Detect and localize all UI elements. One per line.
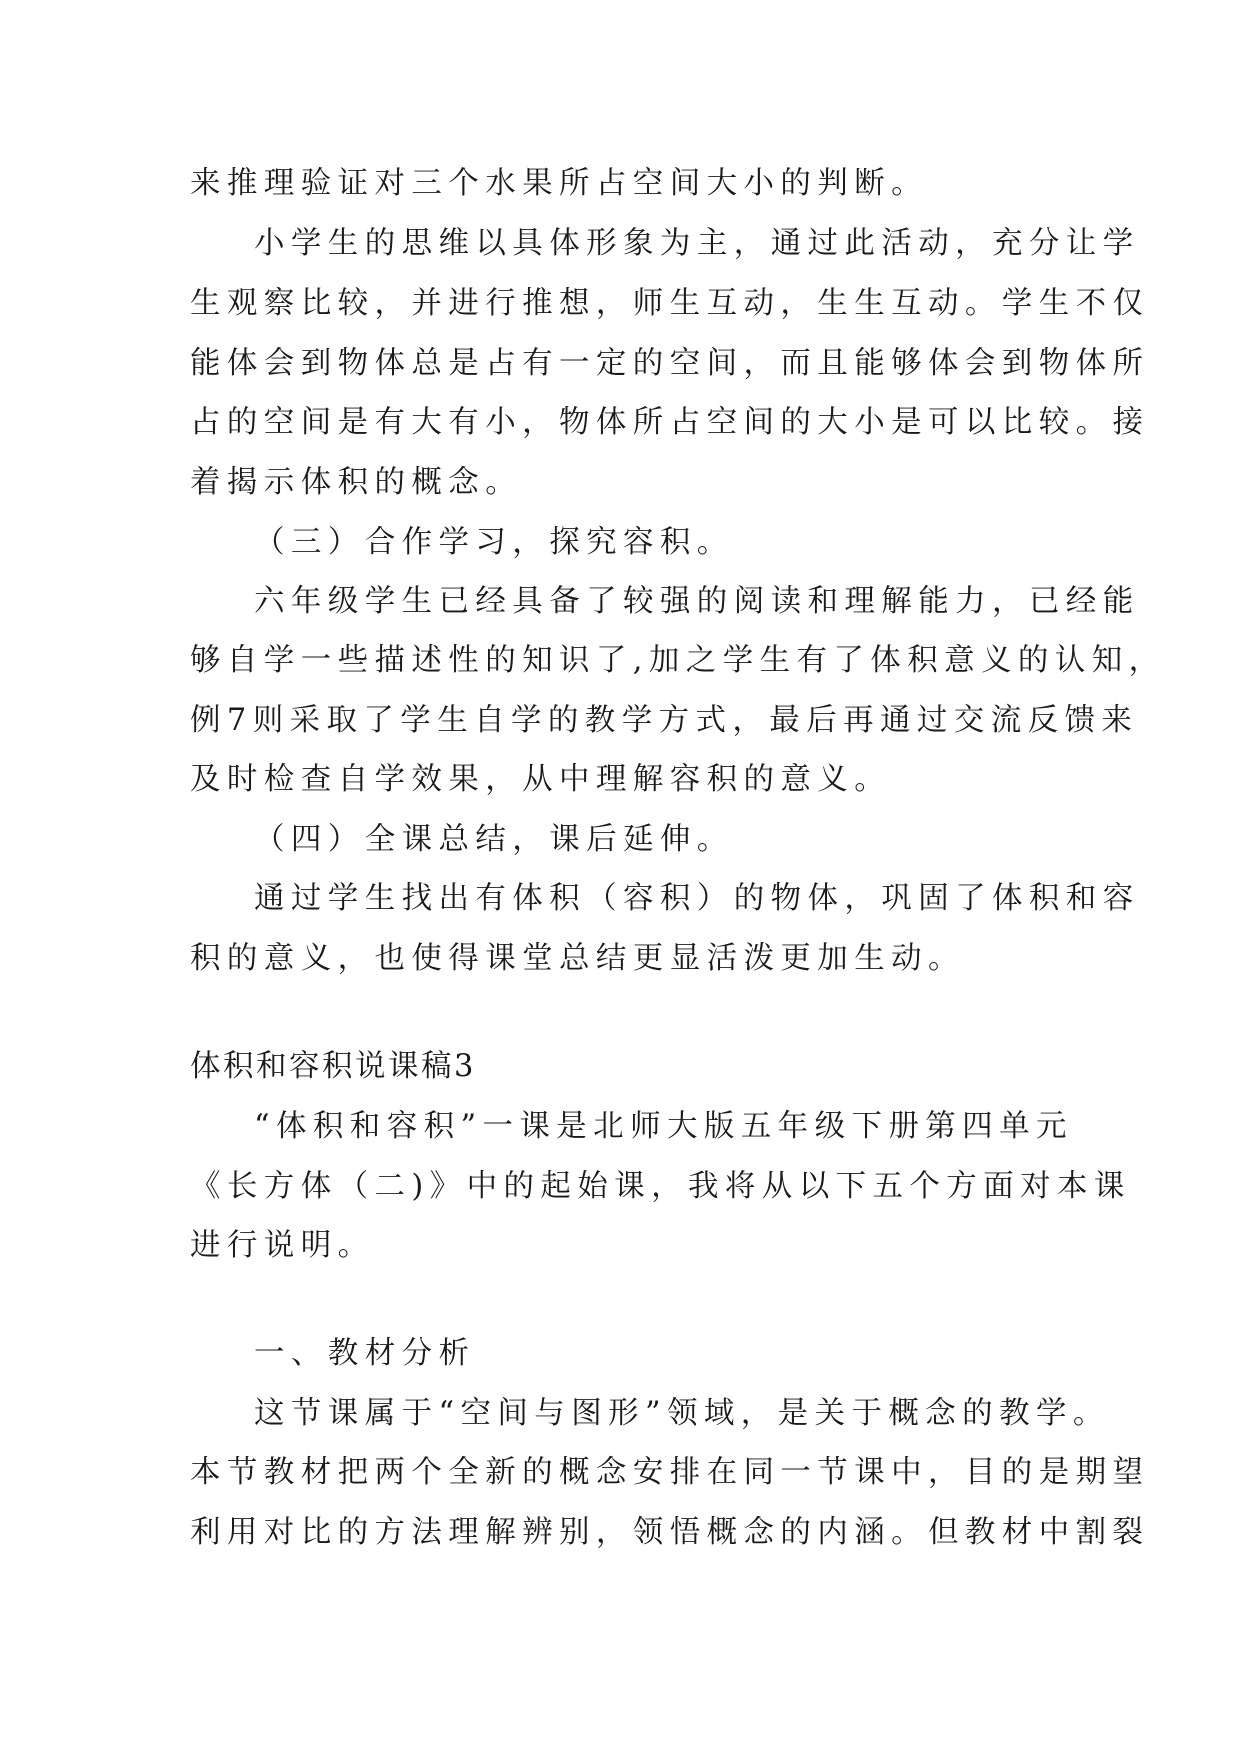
paragraph-line: 够自学一些描述性的知识了,加之学生有了体积意义的认知， xyxy=(190,643,1166,678)
paragraph-line: 能体会到物体总是占有一定的空间，而且能够体会到物体所 xyxy=(190,346,1150,381)
paragraph-line: 小学生的思维以具体形象为主，通过此活动，充分让学 xyxy=(254,226,1140,261)
paragraph-line: 着揭示体积的概念。 xyxy=(190,465,523,500)
paragraph-line: 利用对比的方法理解辨别，领悟概念的内涵。但教材中割裂 xyxy=(190,1515,1150,1550)
paragraph-line: 通过学生找出有体积（容积）的物体，巩固了体积和容 xyxy=(254,881,1140,916)
section-heading: （四）全课总结，课后延伸。 xyxy=(254,822,734,857)
paragraph-line: 占的空间是有大有小，物体所占空间的大小是可以比较。接 xyxy=(190,405,1150,440)
paragraph-line: “体积和容积”一课是北师大版五年级下册第四单元 xyxy=(254,1109,1073,1144)
paragraph-line: 积的意义，也使得课堂总结更显活泼更加生动。 xyxy=(190,941,965,976)
paragraph-line: 这节课属于“空间与图形”领域，是关于概念的教学。 xyxy=(254,1396,1110,1431)
paragraph-line: 来推理验证对三个水果所占空间大小的判断。 xyxy=(190,166,928,201)
paragraph-line: 六年级学生已经具备了较强的阅读和理解能力，已经能 xyxy=(254,584,1140,619)
paragraph-line: 进行说明。 xyxy=(190,1228,375,1263)
paragraph-line: 《长方体（二)》中的起始课，我将从以下五个方面对本课 xyxy=(190,1169,1131,1204)
section-heading: （三）合作学习，探究容积。 xyxy=(254,525,734,560)
section-heading: 一、教材分析 xyxy=(254,1336,476,1371)
paragraph-line: 本节教材把两个全新的概念安排在同一节课中，目的是期望 xyxy=(190,1455,1150,1490)
paragraph-line: 例7则采取了学生自学的教学方式，最后再通过交流反馈来 xyxy=(190,703,1139,738)
paragraph-line: 及时检查自学效果，从中理解容积的意义。 xyxy=(190,762,892,797)
document-title: 体积和容积说课稿3 xyxy=(190,1049,476,1084)
paragraph-line: 生观察比较，并进行推想，师生互动，生生互动。学生不仅 xyxy=(190,286,1150,321)
